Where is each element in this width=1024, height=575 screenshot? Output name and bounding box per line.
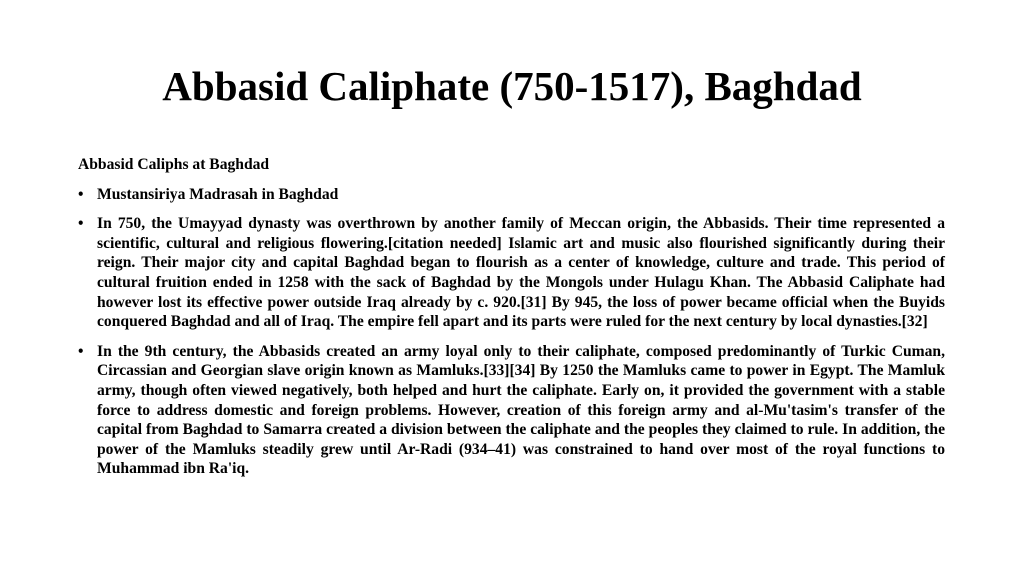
bullet-item [78,185,945,205]
bullet-list [78,185,945,479]
bullet-dot-icon: • [78,342,84,360]
bullet-dot-icon: • [78,185,84,203]
slide-title: Abbasid Caliphate (750-1517), Baghdad [162,63,862,109]
bullet-text: In the 9th century, the Abbasids created an army loyal only to their caliphate, composed predominantly of Turkic Cuman, Circassian and Georgian slave origin known as Mamluks.[33][34] By 1250 the Mamluks came to power in Egypt. The Mamluk army, though often viewed negatively, both helped and hurt the caliphate. Early on, it provided the government with a stable force to address domestic and foreign problems. However, creation of this foreign army and al-Mu'tasim's transfer of the capital from Baghdad to Samarra created a division between the caliphate and the peoples they claimed to rule. In addition, the power of the Mamluks steadily grew until Ar-Radi (934–41) was constrained to hand over most of the royal functions to Muhammad ibn Ra'iq. [97,342,945,478]
bullet-item [78,214,945,332]
slide-content [78,155,945,489]
bullet-text: In 750, the Umayyad dynasty was overthrown by another family of Meccan origin, the Abbasids. Their time represented a scientific, cultural and religious flowering.[citation needed] Islamic art and music also flourished significantly during their reign. Their major city and capital Baghdad began to flourish as a center of knowledge, culture and trade. This period of cultural fruition ended in 1258 with the sack of Baghdad by the Mongols under Hulagu Khan. The Abbasid Caliphate had however lost its effective power outside Iraq already by c. 920.[31] By 945, the loss of power became official when the Buyids conquered Baghdad and all of Iraq. The empire fell apart and its parts were ruled for the next century by local dynasties.[32] [97,215,945,331]
bullet-text: Mustansiriya Madrasah in Baghdad [97,185,339,203]
subheading: Abbasid Caliphs at Baghdad [78,156,270,173]
bullet-item [78,342,945,479]
bullet-dot-icon: • [78,215,84,233]
